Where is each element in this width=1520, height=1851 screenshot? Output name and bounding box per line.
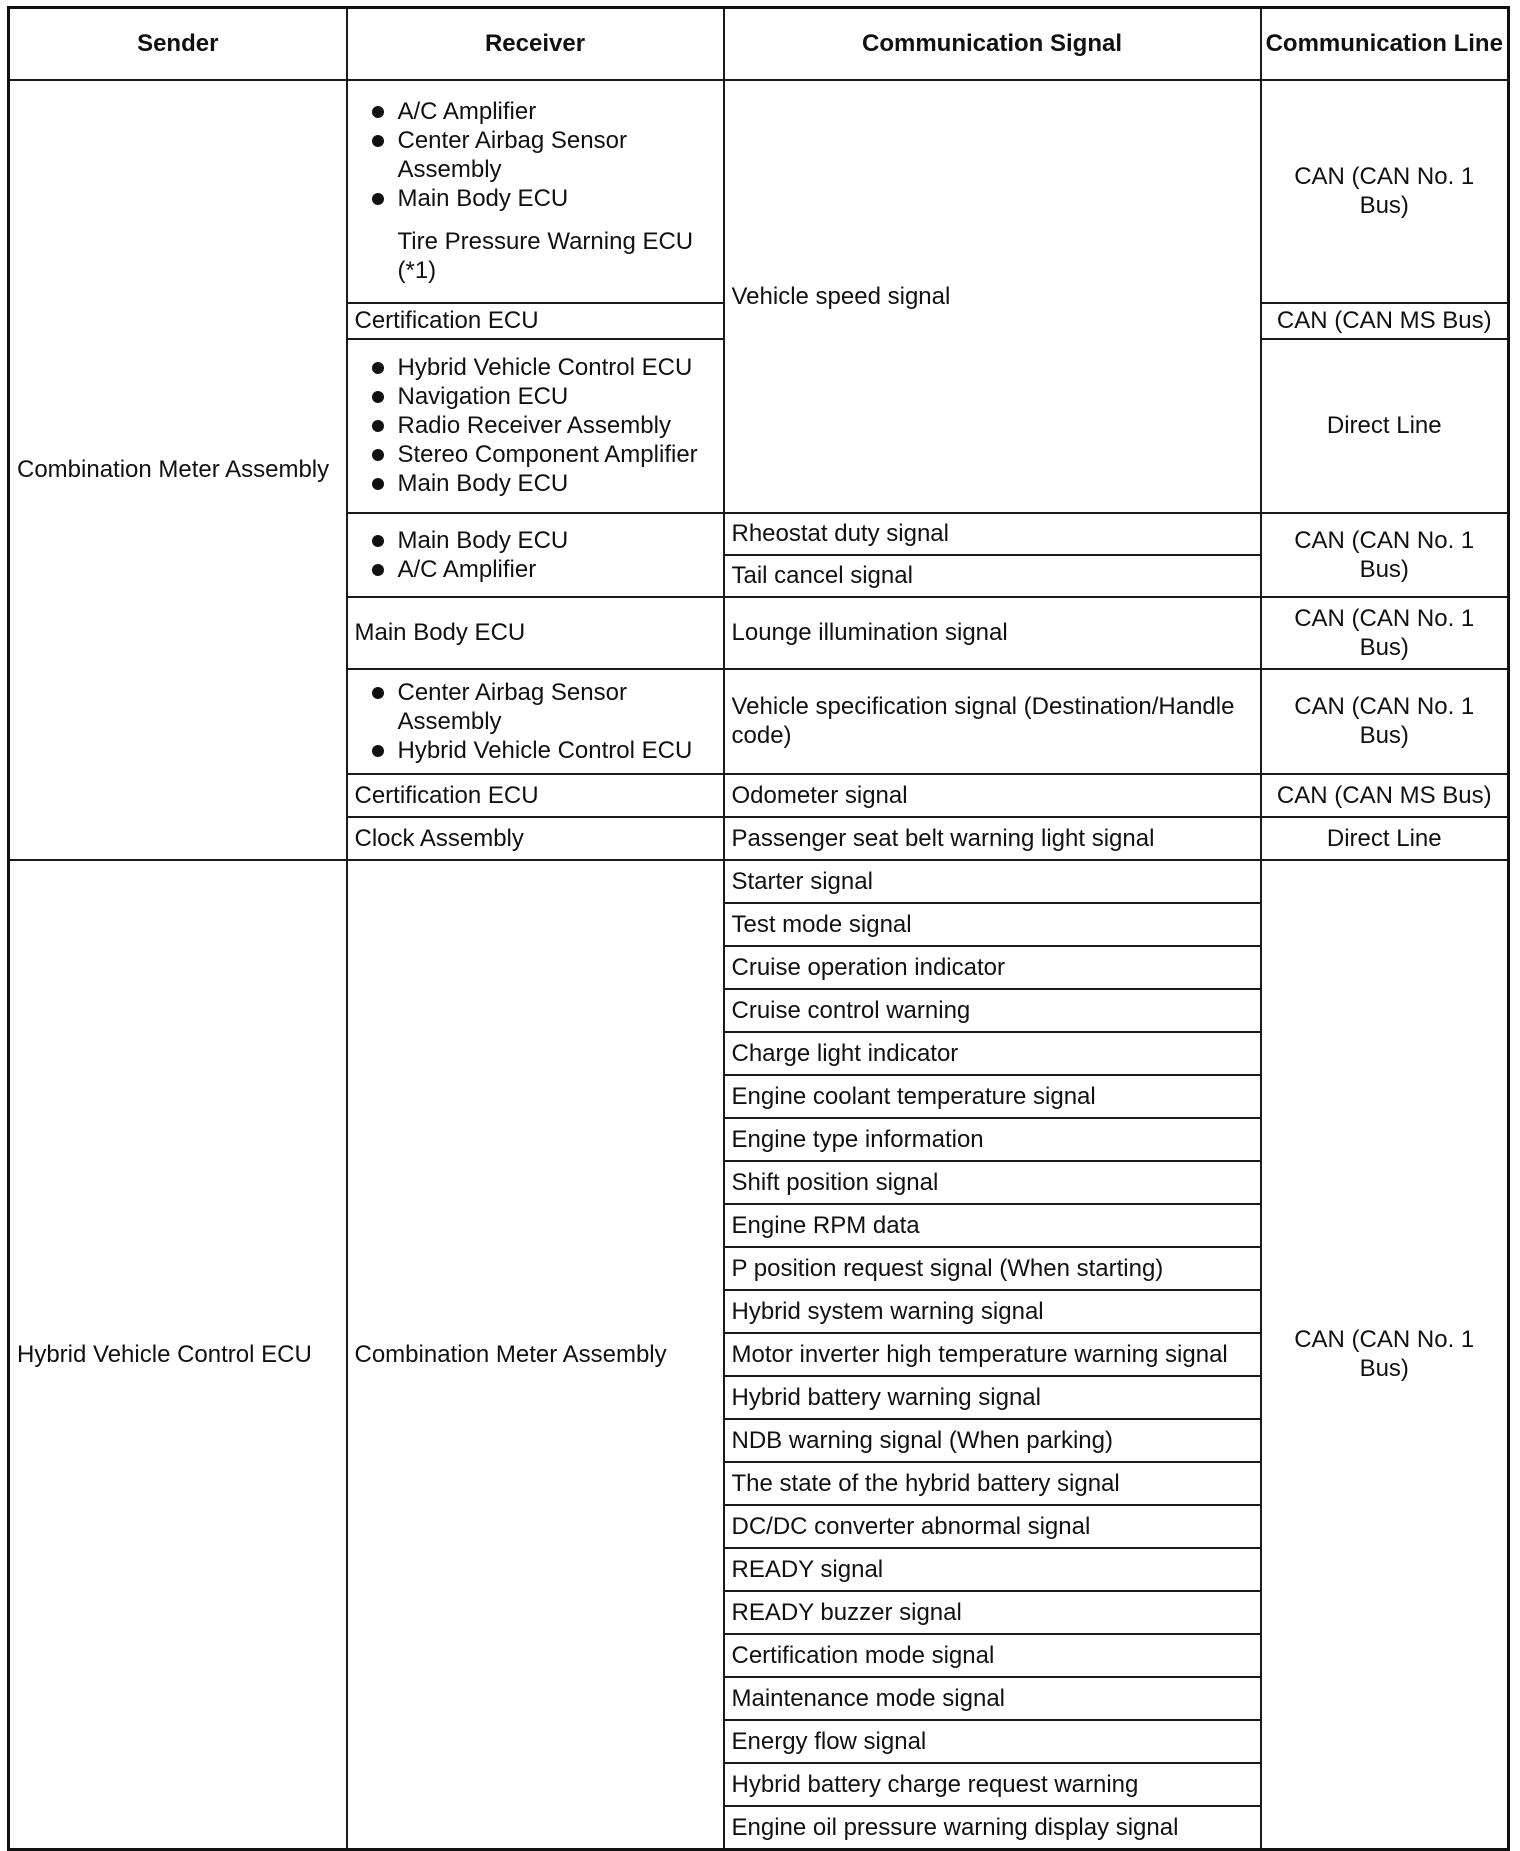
bullet-icon bbox=[372, 449, 384, 461]
list-item: Center Airbag Sensor Assembly bbox=[355, 678, 716, 736]
signal-cell: READY signal bbox=[724, 1548, 1261, 1591]
bullet-icon bbox=[372, 535, 384, 547]
bullet-icon bbox=[372, 478, 384, 490]
header-signal: Communication Signal bbox=[724, 8, 1261, 81]
list-item: Main Body ECU bbox=[355, 469, 716, 498]
signal-cell: READY buzzer signal bbox=[724, 1591, 1261, 1634]
line-cell: Direct Line bbox=[1261, 817, 1509, 860]
signal-cell: Maintenance mode signal bbox=[724, 1677, 1261, 1720]
header-receiver: Receiver bbox=[347, 8, 724, 81]
receiver-cell: Certification ECU bbox=[347, 303, 724, 339]
signal-cell: Engine coolant temperature signal bbox=[724, 1075, 1261, 1118]
list-item: Main Body ECU bbox=[355, 184, 716, 213]
bullet-icon bbox=[372, 420, 384, 432]
line-cell: CAN (CAN No. 1 Bus) bbox=[1261, 669, 1509, 774]
signal-cell: Energy flow signal bbox=[724, 1720, 1261, 1763]
signal-cell: Motor inverter high temperature warning signal bbox=[724, 1333, 1261, 1376]
signal-cell: Hybrid battery charge request warning bbox=[724, 1763, 1261, 1806]
bullet-icon bbox=[372, 362, 384, 374]
list-item: Hybrid Vehicle Control ECU bbox=[355, 353, 716, 382]
receiver-cell bbox=[347, 80, 724, 303]
line-cell: CAN (CAN No. 1 Bus) bbox=[1261, 80, 1509, 303]
sender-cell: Combination Meter Assembly bbox=[9, 80, 347, 860]
signal-cell: Odometer signal bbox=[724, 774, 1261, 817]
list-item: Radio Receiver Assembly bbox=[355, 411, 716, 440]
signal-cell: Hybrid system warning signal bbox=[724, 1290, 1261, 1333]
list-item: A/C Amplifier bbox=[355, 555, 716, 584]
header-sender: Sender bbox=[9, 8, 347, 81]
signal-cell: P position request signal (When starting) bbox=[724, 1247, 1261, 1290]
bullet-icon bbox=[372, 106, 384, 118]
header-line: Communication Line bbox=[1261, 8, 1509, 81]
table-row bbox=[9, 80, 1509, 303]
table-row bbox=[9, 860, 1509, 903]
signal-cell: Hybrid battery warning signal bbox=[724, 1376, 1261, 1419]
signal-cell: Charge light indicator bbox=[724, 1032, 1261, 1075]
receiver-cell: Certification ECU bbox=[347, 774, 724, 817]
sender-cell: Hybrid Vehicle Control ECU bbox=[9, 860, 347, 1850]
bullet-icon bbox=[372, 687, 384, 699]
document-page bbox=[7, 6, 1507, 1851]
line-cell: CAN (CAN MS Bus) bbox=[1261, 774, 1509, 817]
list-item: Tire Pressure Warning ECU (*1) bbox=[397, 228, 694, 284]
list-item: Hybrid Vehicle Control ECU bbox=[355, 736, 716, 765]
bullet-icon bbox=[372, 135, 384, 147]
line-cell: Direct Line bbox=[1261, 339, 1509, 513]
list-item: Center Airbag Sensor Assembly bbox=[355, 126, 716, 184]
signal-cell: Cruise operation indicator bbox=[724, 946, 1261, 989]
receiver-cell bbox=[347, 513, 724, 597]
bullet-icon bbox=[372, 193, 384, 205]
signal-cell: Vehicle speed signal bbox=[724, 80, 1261, 513]
signal-cell: Cruise control warning bbox=[724, 989, 1261, 1032]
signal-cell: NDB warning signal (When parking) bbox=[724, 1419, 1261, 1462]
receiver-cell bbox=[347, 669, 724, 774]
signal-cell: Tail cancel signal bbox=[724, 555, 1261, 597]
receiver-cell: Combination Meter Assembly bbox=[347, 860, 724, 1850]
signal-cell: Engine type information bbox=[724, 1118, 1261, 1161]
list-item: A/C Amplifier bbox=[355, 97, 716, 126]
receiver-cell: Clock Assembly bbox=[347, 817, 724, 860]
signal-cell: DC/DC converter abnormal signal bbox=[724, 1505, 1261, 1548]
signal-cell: Certification mode signal bbox=[724, 1634, 1261, 1677]
line-cell: CAN (CAN No. 1 Bus) bbox=[1261, 597, 1509, 669]
bullet-icon bbox=[372, 745, 384, 757]
header-row bbox=[9, 8, 1509, 81]
receiver-cell: Main Body ECU bbox=[347, 597, 724, 669]
signal-cell: Engine RPM data bbox=[724, 1204, 1261, 1247]
list-item: Main Body ECU bbox=[355, 526, 716, 555]
bullet-icon bbox=[372, 564, 384, 576]
list-item: Stereo Component Amplifier bbox=[355, 440, 716, 469]
group2-rows bbox=[9, 860, 1509, 1850]
signal-cell: Vehicle specification signal (Destination/Handle code) bbox=[724, 669, 1261, 774]
signal-cell: The state of the hybrid battery signal bbox=[724, 1462, 1261, 1505]
signal-cell: Starter signal bbox=[724, 860, 1261, 903]
receiver-cell bbox=[347, 339, 724, 513]
signal-cell: Test mode signal bbox=[724, 903, 1261, 946]
line-cell: CAN (CAN MS Bus) bbox=[1261, 303, 1509, 339]
bullet-icon bbox=[372, 391, 384, 403]
signal-cell: Passenger seat belt warning light signal bbox=[724, 817, 1261, 860]
line-cell: CAN (CAN No. 1 Bus) bbox=[1261, 513, 1509, 597]
signal-cell: Engine oil pressure warning display signal bbox=[724, 1806, 1261, 1850]
signal-cell: Lounge illumination signal bbox=[724, 597, 1261, 669]
communication-table bbox=[7, 6, 1510, 1851]
line-cell: CAN (CAN No. 1 Bus) bbox=[1261, 860, 1509, 1850]
signal-cell: Shift position signal bbox=[724, 1161, 1261, 1204]
signal-cell: Rheostat duty signal bbox=[724, 513, 1261, 555]
list-item: Navigation ECU bbox=[355, 382, 716, 411]
